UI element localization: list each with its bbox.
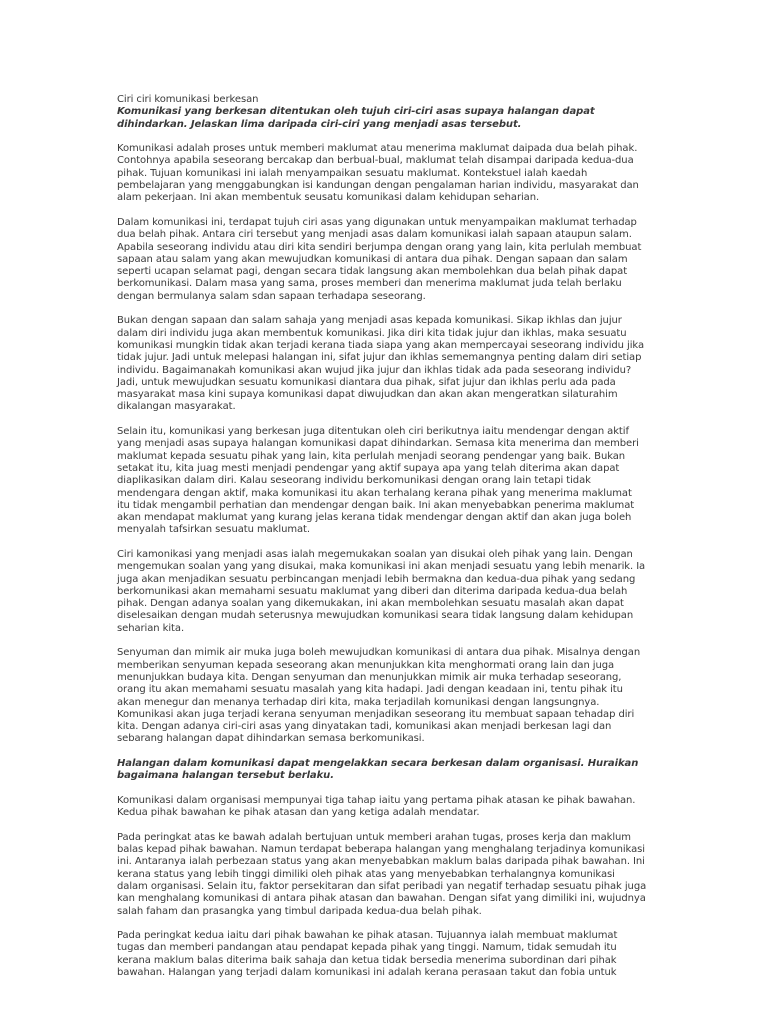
paragraph: Dalam komunikasi ini, terdapat tujuh ciri asas yang digunakan untuk menyampaikan maklumat terhadap dua belah pihak. Antara ciri tersebut yang menjadi asas dalam komunikasi ialah sapaan ataupun salam. Apabila seseorang individu atau diri kita sendiri berjumpa dengan orang yang lain, kita perlulah membuat sapaan atau salam yang akan mewujudkan komunikasi di antara dua pihak. Dengan sapaan dan salam seperti ucapan selamat pagi, dengan secara tidak langsung akan membolehkan dua belah pihak dapat berkomunikasi. Dalam masa yang sama, proses memberi dan menerima maklumat juda telah berlaku dengan bermulanya salam sdan sapaan terhadapa seseorang. <box>117 216 642 302</box>
document-title: Ciri ciri komunikasi berkesan <box>117 94 259 105</box>
paragraph: Ciri kamonikasi yang menjadi asas ialah megemukakan soalan yan disukai oleh pihak yang lain. Dengan mengemukan soalan yang yang disukai, maka komunikasi ini akan menjadi sesuatu yang lebih menarik. Ia juga akan menjadikan sesuatu perbincangan menjadi lebih bermakna dan kedua-dua pihak yang sedang berkomunikasi akan memahami sesuatu maklumat yang diberi dan diterima daripada kedua-dua belah pihak. Dengan adanya soalan yang dikemukakan, ini akan membolehkan sesuatu masalah akan dapat diselesaikan dengan mudah seterusnya mewujudkan komunikasi seara tidak langsung dalam kehidupan seharian kita. <box>117 548 646 634</box>
question-1: Komunikasi yang berkesan ditentukan oleh tujuh ciri-ciri asas supaya halangan dapat dihindarkan. Jelaskan lima daripada ciri-ciri yang menjadi asas tersebut. <box>117 106 595 130</box>
paragraph: Senyuman dan mimik air muka juga boleh mewujudkan komunikasi di antara dua pihak. Misalnya dengan memberikan senyuman kepada seseorang akan menunjukkan kita menghormati orang lain dan juga menunjukkan budaya kita. Dengan senyuman dan menunjukkan mimik air muka terhadap seseorang, orang itu akan memahami sesuatu masalah yang kita hadapi. Jadi dengan keadaan ini, tentu pihak itu akan menegur dan menanya terhadap diri kita, maka terjadilah komunikasi dengan langsungnya. Komunikasi akan juga terjadi kerana senyuman menjadikan seseorang itu membuat sapaan tehadap diri kita. Dengan adanya ciri-ciri asas yang dinyatakan tadi, komunikasi akan menjadi berkesan lagi dan sebarang halangan dapat dihindarkan semasa berkomunikasi. <box>117 647 641 745</box>
question-2: Halangan dalam komunikasi dapat mengelakkan secara berkesan dalam organisasi. Huraikan bagaimana halangan tersebut berlaku. <box>117 758 639 782</box>
spacer <box>117 783 647 795</box>
paragraph: Komunikasi adalah proses untuk memberi maklumat atau menerima maklumat daipada dua belah pihak. Contohnya apabila seseorang bercakap dan berbual-bual, maklumat telah disampai daripada kedua-dua pihak. Tujuan komunikasi ini ialah menyampaikan sesuatu maklumat. Kontekstuel ialah kaedah pembelajaran yang menggabungkan isi kandungan dengan pengalaman harian individu, masyarakat dan alam pekerjaan. Ini akan membentuk seusatu komunikasi dalam kehidupan seharian. <box>117 143 639 204</box>
spacer <box>117 131 647 143</box>
document-page <box>117 94 647 992</box>
paragraph: Pada peringkat atas ke bawah adalah bertujuan untuk memberi arahan tugas, proses kerja dan maklum balas kepad pihak bawahan. Namun terdapat beberapa halangan yang menghalang terjadinya komunikasi ini. Antaranya ialah perbezaan status yang akan menyebabkan maklum balas daripada pihak bawahan. Ini kerana status yang lebih tinggi dimiliki oleh pihak atas yang menyebabkan terhalangnya komunikasi dalam organisasi. Selain itu, faktor persekitaran dan sifat peribadi yan negatif terhadap sesuatu pihak juga kan menghalang komunikasi di antara pihak atasan dan bawahan. Dengan sifat yang dimiliki ini, wujudnya salah faham dan prasangka yang timbul daripada kedua-dua belah pihak. <box>117 831 647 917</box>
paragraph: Komunikasi dalam organisasi mempunyai tiga tahap iaitu yang pertama pihak atasan ke pihak bawahan. Kedua pihak bawahan ke pihak atasan dan yang ketiga adalah mendatar. <box>117 794 636 819</box>
paragraph: Selain itu, komunikasi yang berkesan juga ditentukan oleh ciri berikutnya iaitu mendengar dengan aktif yang menjadi asas supaya halangan komunikasi dapat dihindarkan. Semasa kita menerima dan memberi maklumat kepada sesuatu pihak yang lain, kita perlulah menjadi seorang pendengar yang baik. Bukan setakat itu, kita juag mesti menjadi pendengar yang aktif supaya apa yang telah diterima akan dapat diaplikasikan dalam diri. Kalau seseorang individu berkomunikasi dengan orang lain tetapi tidak mendengara dengan aktif, maka komunikasi itu akan terhalang kerana pihak yang menerima maklumat itu tidak mengambil perhatian dan mendengar dengan baik. Ini akan menyebabkan penerima maklumat akan mendapat maklumat yang kurang jelas kerana tidak mendengar dengan aktif dan akan juga boleh menyalah tafsirkan sesuatu maklumat. <box>117 426 639 536</box>
paragraph: Pada peringkat kedua iaitu dari pihak bawahan ke pihak atasan. Tujuannya ialah membuat maklumat tugas dan memberi pandangan atau pendapat kepada pihak yang tinggi. Namum, tidak semudah itu kerana maklum balas diterima baik sahaja dan ketua tidak bersedia menerima subordinan dari pihak bawahan. Halangan yang terjadi dalam komunikasi ini adalah kerana perasaan takut dan fobia untuk <box>117 930 618 979</box>
paragraph: Bukan dengan sapaan dan salam sahaja yang menjadi asas kepada komunikasi. Sikap ikhlas dan jujur dalam diri individu juga akan membentuk komunikasi. Jika diri kita tidak jujur dan ikhlas, maka sesuatu komunikasi mungkin tidak akan terjadi kerana tiada siapa yang akan mempercayai seseorang individu jika tidak jujur. Jadi untuk melepasi halangan ini, sifat jujur dan ikhlas sememangnya penting dalam diri setiap individu. Bagaimanakah komunikasi akan wujud jika jujur dan ikhlas tidak ada pada seseorang individu? Jadi, untuk mewujudkan sesuatu komunikasi diantara dua pihak, sifat jujur dan ikhlas perlu ada pada masyarakat masa kini supaya komunikasi dapat diwujudkan dan akan akan mengeratkan silaturahim dikalangan masyarakat. <box>117 315 645 413</box>
